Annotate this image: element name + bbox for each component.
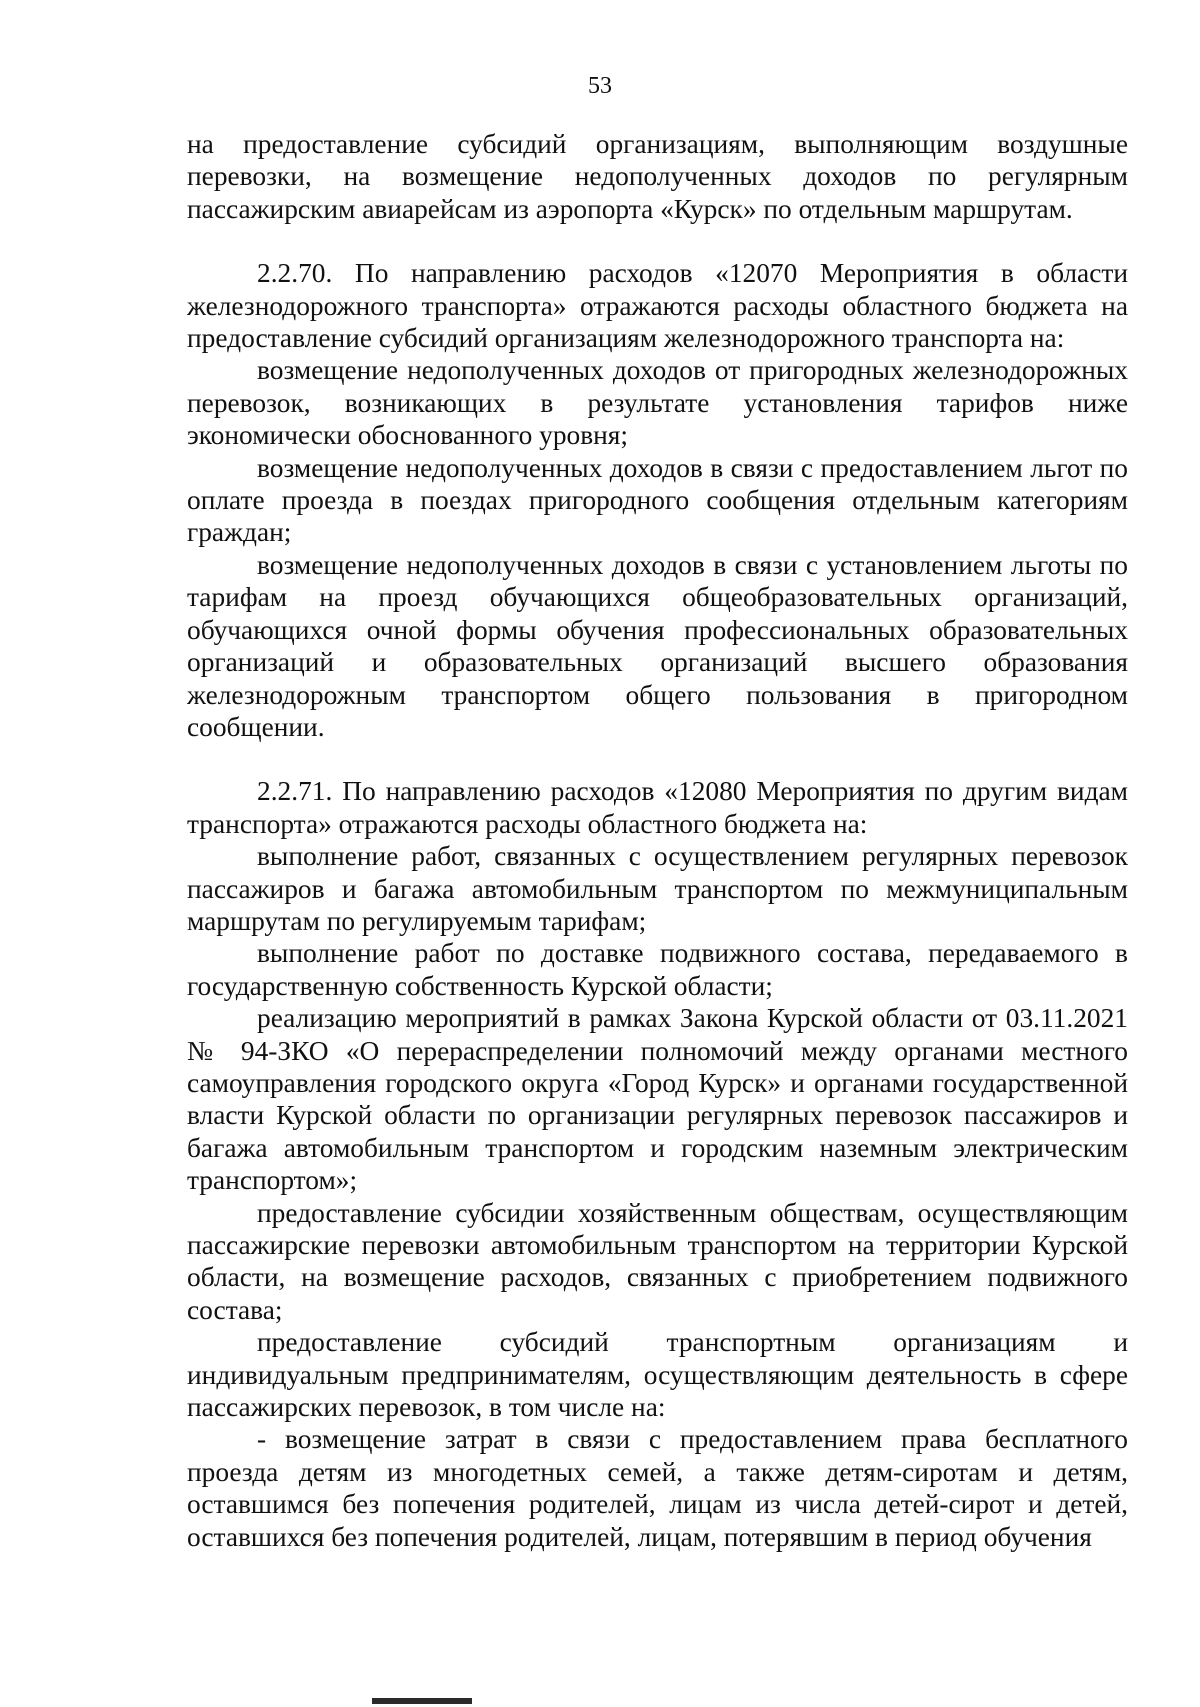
paragraph-item: выполнение работ, связанных с осуществлением регулярных перевозок пассажиров и багажа автомобильным транспортом по межмуниципальным маршрутам по регулируемым тарифам; <box>187 841 1128 936</box>
paragraph-item: реализацию мероприятий в рамках Закона Курской области от 03.11.2021 № 94-ЗКО «О перераспределении полномочий между органами местного самоуправления городского округа «Город Курск» и органами государственной власти Курской области по организации регулярных перевозок пассажиров и багажа автомобильным транспортом и городским наземным электрическим транспортом»; <box>187 1003 1128 1196</box>
paragraph-section-2-2-70: 2.2.70. По направлению расходов «12070 Мероприятия в области железнодорожного транспорта» отражаются расходы областного бюджета на предоставление субсидий организациям железнодорожного транспорта на: <box>187 258 1128 354</box>
paragraph-item: возмещение недополученных доходов в связи с предоставлением льгот по оплате проезда в поездах пригородного сообщения отдельным категориям граждан; <box>187 452 1128 548</box>
paragraph-section-2-2-71: 2.2.71. По направлению расходов «12080 Мероприятия по другим видам транспорта» отражаются расходы областного бюджета на: <box>187 776 1128 839</box>
paragraph-item: возмещение недополученных доходов от пригородных железнодорожных перевозок, возникающих в результате установления тарифов ниже экономически обоснованного уровня; <box>187 355 1128 451</box>
paragraph-1: на предоставление субсидий организациям, выполняющим воздушные перевозки, на возмещение недополученных доходов по регулярным пассажирским авиарейсам из аэропорта «Курск» по отдельным маршрутам. <box>187 129 1128 224</box>
document-body <box>187 128 1128 1553</box>
paragraph-item: возмещение недополученных доходов в связи с установлением льготы по тарифам на проезд обучающихся общеобразовательных организаций, обучающихся очной формы обучения профессиональных образовательных организаций и образовательных организаций высшего образования железнодорожным транспортом общего пользования в пригородном сообщении. <box>187 549 1128 742</box>
page-number: 53 <box>588 73 612 99</box>
paragraph-item: предоставление субсидии хозяйственным обществам, осуществляющим пассажирские перевозки автомобильным транспортом на территории Курской области, на возмещение расходов, связанных с приобретением подвижного состава; <box>187 1197 1128 1325</box>
scan-artifact-mark <box>372 1698 472 1704</box>
paragraph-item: - возмещение затрат в связи с предоставлением права бесплатного проезда детям из многодетных семей, а также детям-сиротам и детям, оставшимся без попечения родителей, лицам из числа детей-сирот и детей, оставшихся без попечения родителей, лицам, потерявшим в период обучения <box>187 1424 1128 1552</box>
paragraph-item: выполнение работ по доставке подвижного состава, передаваемого в государственную собственность Курской области; <box>187 938 1128 1001</box>
paragraph-item: предоставление субсидий транспортным организациям и индивидуальным предпринимателям, осуществляющим деятельность в сфере пассажирских перевозок, в том числе на: <box>187 1327 1128 1423</box>
